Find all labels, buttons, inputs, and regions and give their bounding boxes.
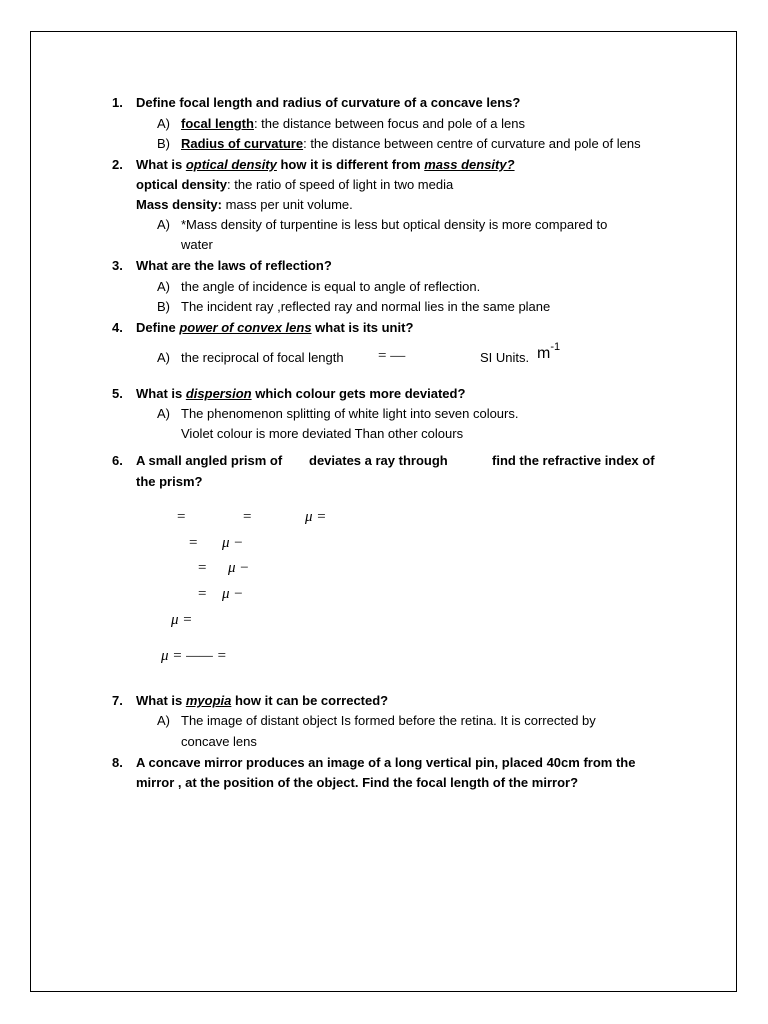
question-keyword: optical density	[185, 157, 277, 172]
answer-term: Radius of curvature	[181, 136, 304, 151]
question-text	[136, 693, 388, 709]
math-symbol: =	[177, 509, 186, 525]
answer-label: A)	[157, 116, 170, 131]
formula: = —	[378, 348, 406, 364]
definition-line	[136, 197, 353, 213]
answer-label: A)	[157, 350, 170, 365]
question-text: A small angled prism of	[136, 453, 283, 468]
answer-rest: : the distance between focus and pole of a lens	[253, 116, 525, 131]
answer-text	[181, 136, 641, 152]
question-part: What is	[136, 157, 186, 172]
question-keyword: mass density?	[424, 157, 515, 172]
math-symbol: =	[198, 560, 207, 576]
answer-text: The phenomenon splitting of white light into seven colours.	[181, 406, 519, 421]
answer-text: the angle of incidence is equal to angle of reflection.	[181, 279, 481, 294]
question-part: Define	[136, 320, 180, 335]
question-text	[136, 320, 413, 336]
math-symbol: μ =	[171, 612, 193, 628]
question-part: What is	[136, 386, 186, 401]
question-part: how it is different from	[276, 157, 425, 172]
answer-text: concave lens	[181, 734, 257, 749]
question-keyword: power of convex lens	[179, 320, 312, 335]
answer-text: The image of distant object Is formed before the retina. It is corrected by	[181, 713, 596, 728]
math-symbol: μ = —— =	[161, 648, 227, 664]
question-number: 5.	[112, 386, 123, 401]
answer-label: A)	[157, 713, 170, 728]
question-number: 3.	[112, 258, 123, 273]
si-unit	[537, 341, 561, 363]
question-text	[136, 386, 465, 402]
question-number: 1.	[112, 95, 123, 110]
math-symbol: μ −	[228, 560, 250, 576]
question-part: what is its unit?	[311, 320, 414, 335]
page-border	[30, 31, 737, 992]
answer-label: A)	[157, 406, 170, 421]
answer-text: the reciprocal of focal length	[181, 350, 344, 365]
question-part: how it can be corrected?	[231, 693, 389, 708]
answer-text: The incident ray ,reflected ray and normal lies in the same plane	[181, 299, 551, 314]
math-symbol: μ −	[222, 586, 244, 602]
question-number: 2.	[112, 157, 123, 172]
definition-rest: mass per unit volume.	[221, 197, 353, 212]
question-keyword: dispersion	[185, 386, 252, 401]
question-number: 7.	[112, 693, 123, 708]
answer-label: B)	[157, 136, 170, 151]
unit-exponent: -1	[550, 341, 561, 353]
answer-label: A)	[157, 217, 170, 232]
question-text: mirror , at the position of the object. Find the focal length of the mirror?	[136, 775, 579, 790]
math-symbol: =	[189, 535, 198, 551]
unit-base: m	[537, 345, 551, 362]
question-keyword: myopia	[185, 693, 232, 708]
question-number: 8.	[112, 755, 123, 770]
answer-rest: : the distance between centre of curvature and pole of lens	[303, 136, 641, 151]
question-number: 6.	[112, 453, 123, 468]
answer-term: focal length	[181, 116, 254, 131]
math-symbol: μ −	[222, 535, 244, 551]
question-part: What is	[136, 693, 186, 708]
question-text	[136, 157, 515, 173]
question-text: the prism?	[136, 474, 203, 489]
answer-text	[181, 116, 525, 132]
answer-label: B)	[157, 299, 170, 314]
definition-rest: : the ratio of speed of light in two media	[227, 177, 454, 192]
definition-term: optical density	[136, 177, 228, 192]
question-text: A concave mirror produces an image of a long vertical pin, placed 40cm from the	[136, 755, 636, 770]
question-text: Define focal length and radius of curvature of a concave lens?	[136, 95, 521, 110]
definition-line	[136, 177, 453, 193]
math-symbol: =	[198, 586, 207, 602]
answer-text: Violet colour is more deviated Than other colours	[181, 426, 464, 441]
math-symbol: μ =	[305, 509, 327, 525]
question-text: What are the laws of reflection?	[136, 258, 332, 273]
definition-term: Mass density:	[136, 197, 222, 212]
answer-label: A)	[157, 279, 170, 294]
answer-text: *Mass density of turpentine is less but optical density is more compared to	[181, 217, 608, 232]
question-number: 4.	[112, 320, 123, 335]
question-text: deviates a ray through	[309, 453, 448, 468]
question-text: find the refractive index of	[492, 453, 655, 468]
si-units-label: SI Units.	[480, 350, 530, 365]
math-symbol: =	[243, 509, 252, 525]
question-part: which colour gets more deviated?	[251, 386, 466, 401]
answer-text: water	[181, 237, 213, 252]
